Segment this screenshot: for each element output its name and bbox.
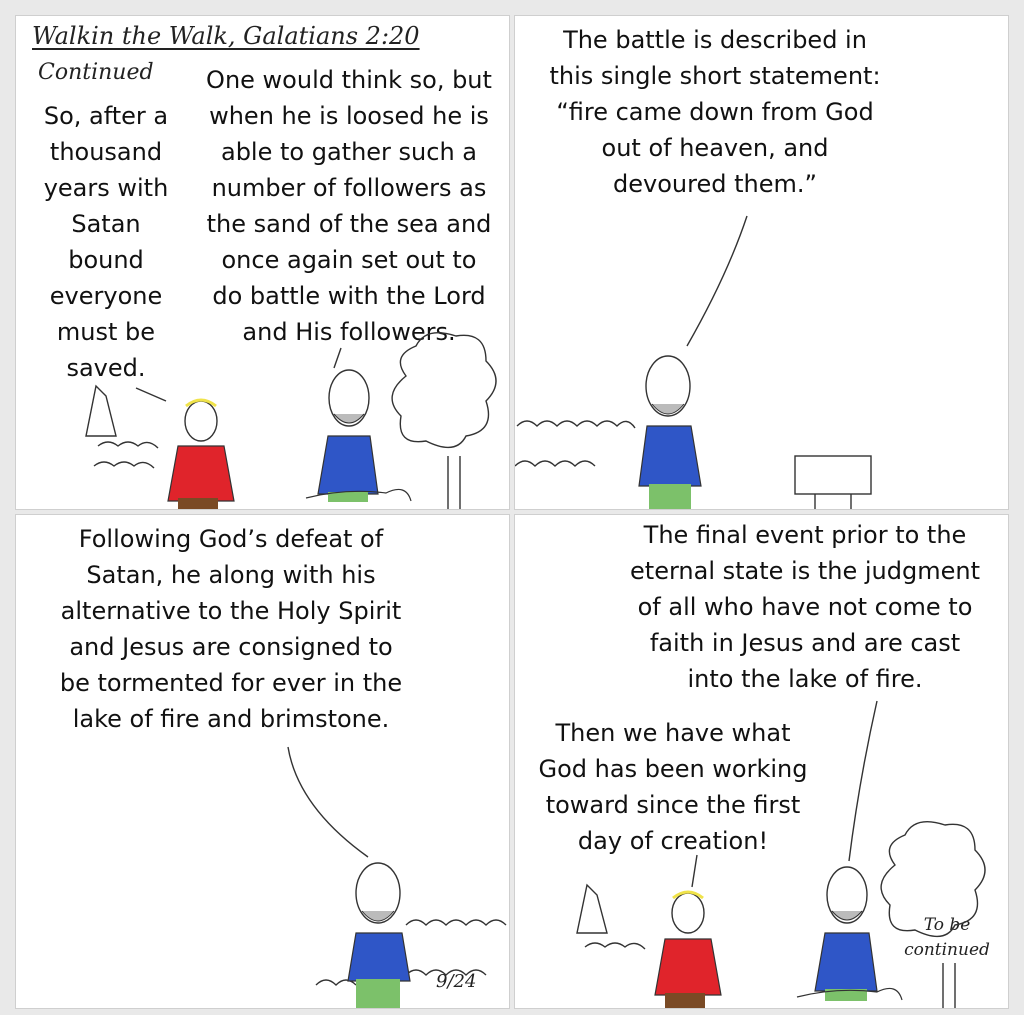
- speech-defeat: Following God’s defeat of Satan, he along with his alternative to the Holy Spirit and Jesus are consigned to be tormented for ever in the lake of fire and brimstone.: [59, 525, 403, 733]
- tree-icon: [881, 822, 985, 937]
- to-be-continued: To be continued: [904, 915, 990, 960]
- young-man-figure: [655, 892, 721, 1009]
- panel-2: [514, 15, 1009, 510]
- sign-icon: [795, 456, 871, 494]
- bush-icon: [517, 421, 635, 428]
- panel-2-illustration: [515, 16, 1009, 510]
- panel-4-illustration: [515, 515, 1009, 1009]
- speech-final-event: The final event prior to the eternal state is the judgment of all who have not come to faith in Jesus and are cast into the lake of fire.: [630, 521, 980, 693]
- speech-tail: [334, 348, 341, 368]
- speech-creation: Then we have what God has been working toward since the first day of creation!: [538, 719, 808, 855]
- speech-tail: [849, 701, 877, 861]
- panel-4: [514, 514, 1009, 1009]
- panel-1: [15, 15, 510, 510]
- speech-tail: [687, 216, 747, 346]
- older-man-figure: [639, 356, 701, 510]
- panel-3-illustration: [16, 515, 510, 1009]
- comic-subtitle: Continued: [38, 60, 154, 85]
- older-man-figure: [306, 370, 411, 502]
- speech-tail: [288, 747, 368, 857]
- bush-icon: [406, 920, 506, 925]
- speech-battle: The battle is described in this single short statement: “fire came down from God out of heaven, and devoured them.”: [549, 26, 881, 198]
- speech-young-man: So, after a thousand years with Satan bound everyone must be saved.: [43, 102, 169, 382]
- older-man-figure: [797, 867, 902, 1001]
- lamp-icon: [86, 386, 116, 436]
- older-man-figure: [348, 863, 410, 1009]
- panel-3: [15, 514, 510, 1009]
- panel-1-illustration: [16, 16, 510, 510]
- speech-tail: [692, 855, 697, 887]
- speech-tail: [136, 388, 166, 401]
- young-man-figure: [168, 400, 234, 510]
- tree-icon: [392, 333, 496, 448]
- comic-title: Walkin the Walk, Galatians 2:20: [32, 22, 420, 50]
- speech-older-man: One would think so, but when he is loosed he is able to gather such a number of followers as the sand of the sea and once again set out to do battle with the Lord and His followers.: [206, 66, 492, 346]
- date-stamp: 9/24: [436, 971, 477, 992]
- lamp-icon: [577, 885, 607, 933]
